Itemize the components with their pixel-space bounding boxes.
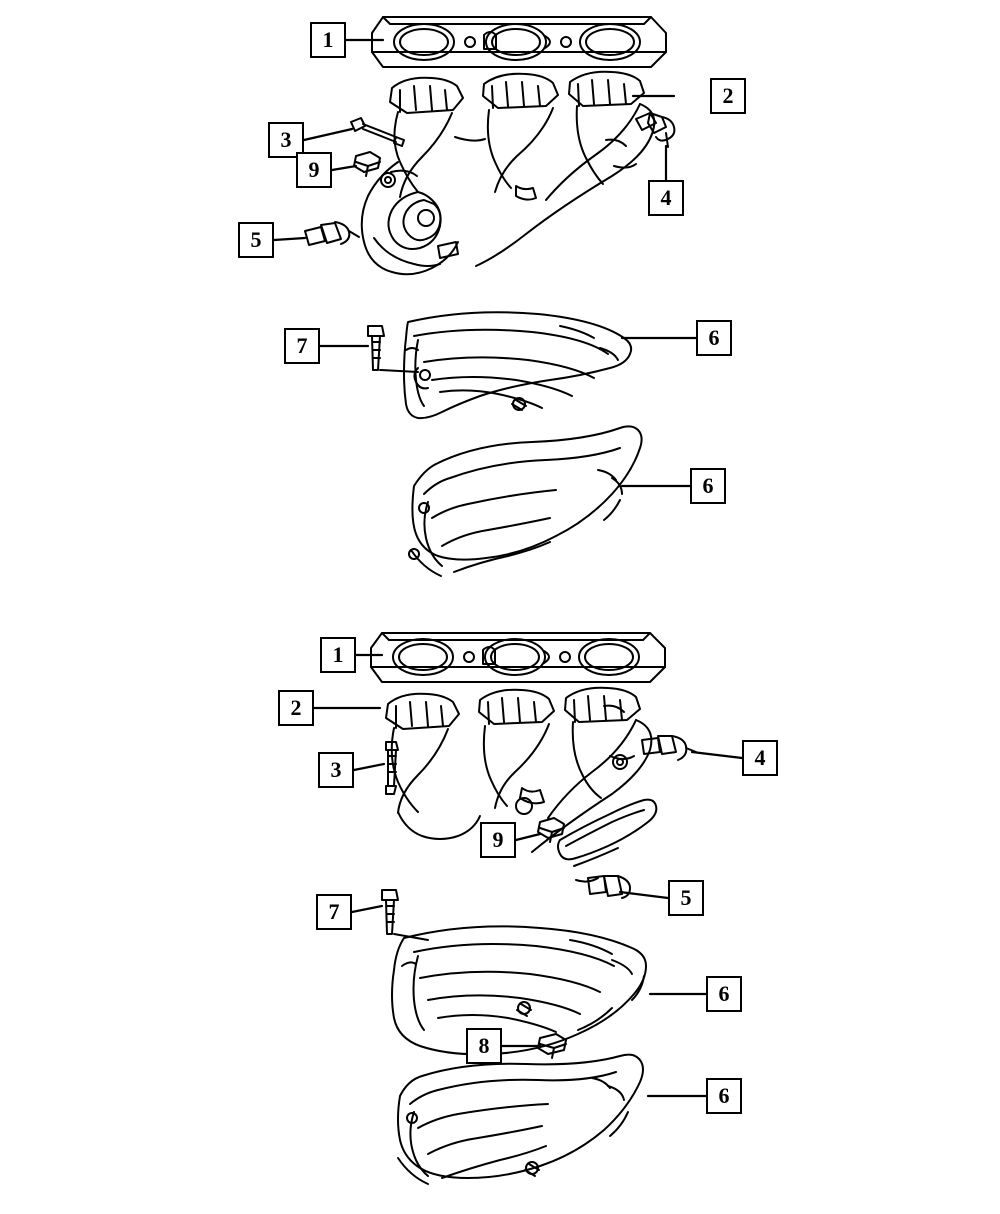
callout-5-bottom[interactable]: 5 bbox=[668, 880, 704, 916]
heat-shield-c bbox=[392, 926, 646, 1054]
callout-2-bottom[interactable]: 2 bbox=[278, 690, 314, 726]
callout-9-bottom[interactable]: 9 bbox=[480, 822, 516, 858]
gasket-top bbox=[372, 17, 666, 67]
heat-shield-d bbox=[398, 1055, 643, 1184]
callout-4-top[interactable]: 4 bbox=[648, 180, 684, 216]
exhaust-manifold-top bbox=[362, 72, 655, 275]
callout-2-top[interactable]: 2 bbox=[710, 78, 746, 114]
leader-lines-group-a bbox=[274, 40, 696, 486]
heat-shield-bolt-b bbox=[382, 890, 428, 940]
heat-shield-b bbox=[409, 426, 642, 576]
manifold-nut-top bbox=[354, 152, 380, 176]
callout-1-bottom[interactable]: 1 bbox=[320, 637, 356, 673]
stud-bolt-bottom bbox=[386, 742, 398, 794]
callout-7-shield-c[interactable]: 7 bbox=[316, 894, 352, 930]
heat-shield-a bbox=[404, 312, 631, 418]
callout-5-top[interactable]: 5 bbox=[238, 222, 274, 258]
callout-1-top[interactable]: 1 bbox=[310, 22, 346, 58]
callout-3-bottom[interactable]: 3 bbox=[318, 752, 354, 788]
callout-6-shield-b[interactable]: 6 bbox=[690, 468, 726, 504]
callout-3-top[interactable]: 3 bbox=[268, 122, 304, 158]
callout-6-shield-c[interactable]: 6 bbox=[706, 976, 742, 1012]
leader-lines-group-b bbox=[314, 655, 742, 1096]
callout-7-shield-a[interactable]: 7 bbox=[284, 328, 320, 364]
callout-4-bottom[interactable]: 4 bbox=[742, 740, 778, 776]
callout-9-top[interactable]: 9 bbox=[296, 152, 332, 188]
oxygen-sensor-downstream-top bbox=[305, 222, 359, 245]
manifold-nut-bottom bbox=[538, 818, 564, 842]
callout-8-shield-nut[interactable]: 8 bbox=[466, 1028, 502, 1064]
oxygen-sensor-top bbox=[636, 113, 674, 147]
callout-6-shield-d[interactable]: 6 bbox=[706, 1078, 742, 1114]
callout-6-shield-a[interactable]: 6 bbox=[696, 320, 732, 356]
gasket-bottom bbox=[371, 633, 665, 682]
exhaust-manifold-bottom bbox=[386, 688, 656, 882]
